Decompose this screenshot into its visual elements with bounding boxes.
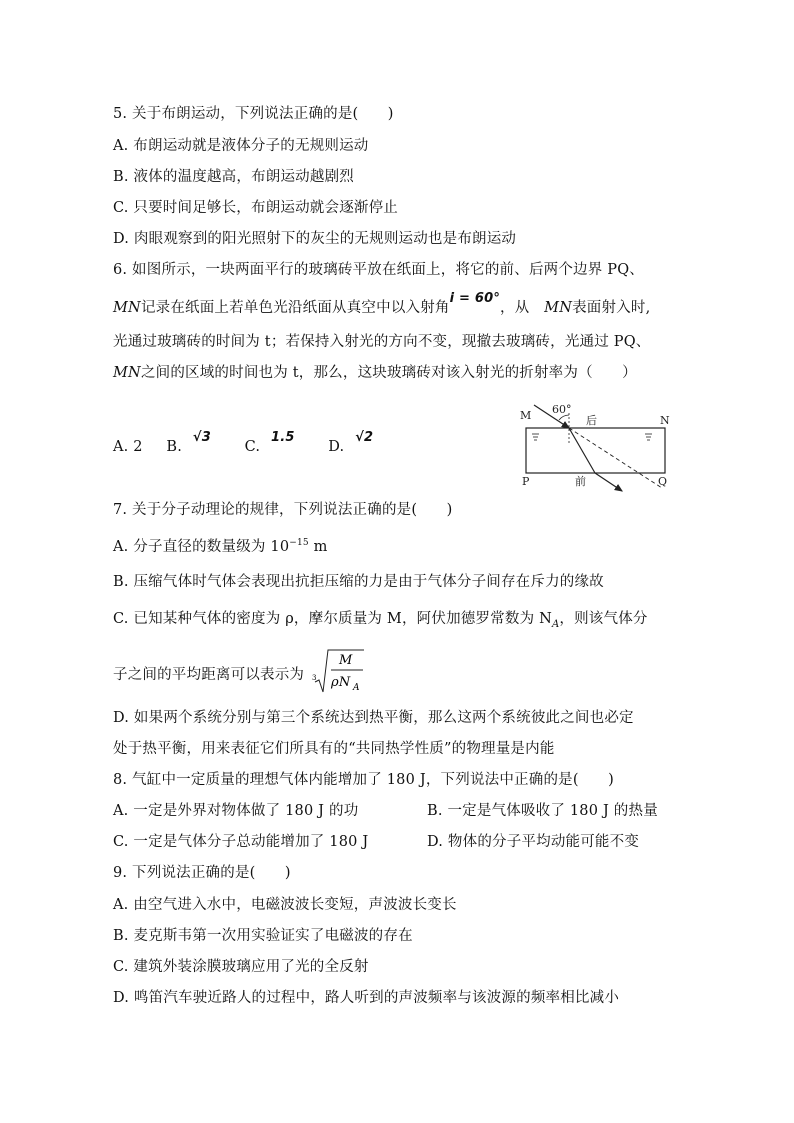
fraction-numerator: M (338, 653, 353, 668)
q6-option-b-value: √3 (192, 430, 211, 445)
q7-option-a-text: A. 分子直径的数量级为 10 (113, 539, 290, 555)
q6-options (113, 430, 374, 455)
fraction-denominator: ρN (330, 675, 351, 690)
q8-stem: 8. 气缸中一定质量的理想气体内能增加了 180 J，下列说法中正确的是( ) (113, 772, 614, 788)
glass-hatch (532, 434, 652, 440)
glass-slab-rect (526, 428, 665, 473)
q5-stem: 5. 关于布朗运动，下列说法正确的是( ) (113, 106, 394, 122)
fig-label-q: Q (658, 475, 668, 488)
q6-mn-label-2: MN (544, 300, 573, 316)
q7-option-c-sub: A (551, 618, 560, 630)
q7-option-c-text: C. 已知某种气体的密度为 ρ，摩尔质量为 M，阿伏加德罗常数为 N (113, 611, 552, 627)
refracted-ray (569, 428, 595, 473)
q6-line-2-end: 表面射入时, (572, 300, 651, 316)
q6-option-d-value: √2 (355, 430, 374, 445)
q7-option-c-line-1 (113, 607, 648, 630)
q6-option-d-label: D. (328, 439, 345, 455)
q8-option-c: C. 一定是气体分子总动能增加了 180 J (113, 834, 369, 850)
q7-stem: 7. 关于分子动理论的规律，下列说法正确的是( ) (113, 502, 453, 518)
root-index: 3 (311, 674, 317, 682)
q9-option-a: A. 由空气进入水中，电磁波波长变短，声波波长变长 (113, 897, 457, 913)
q7-option-a-unit: m (308, 539, 328, 555)
q5-option-a: A. 布朗运动就是液体分子的无规则运动 (113, 138, 369, 154)
q6-incident-angle: i = 60° (449, 291, 501, 306)
fig-label-p: P (522, 475, 530, 488)
q6-option-b-label: B. (166, 439, 183, 455)
fig-angle-label: 60° (552, 403, 572, 416)
q7-option-d-line-1: D. 如果两个系统分别与第三个系统达到热平衡，那么这两个系统彼此之间也必定 (113, 710, 634, 726)
q6-line-2-text: 记录在纸面上若单色光沿纸面从真空中以入射角 (140, 300, 450, 316)
q6-line-4-text: 之间的区域的时间也为 t，那么，这块玻璃砖对该入射光的折射率为（ ） (140, 365, 637, 381)
q7-option-a (113, 535, 328, 556)
q6-line-2-from: ，从 (500, 300, 545, 316)
q8-option-a: A. 一定是外界对物体做了 180 J 的功 (113, 803, 359, 819)
q6-mn-label-3: MN (113, 365, 141, 381)
q6-mn-label: MN (113, 300, 141, 316)
q7-option-a-exponent: −15 (289, 538, 309, 549)
q5-option-d: D. 肉眼观察到的阳光照射下的灰尘的无规则运动也是布朗运动 (113, 231, 517, 247)
q6-line-3: 光通过玻璃砖的时间为 t；若保持入射光的方向不变，现撤去玻璃砖，光通过 PQ、 (113, 334, 651, 350)
q8-option-b: B. 一定是气体吸收了 180 J 的热量 (427, 803, 658, 819)
q6-line-2 (113, 291, 651, 317)
fraction-denominator-sub: A (352, 683, 360, 693)
q7-option-d-line-2: 处于热平衡，用来表征它们所具有的“共同热学性质”的物理量是内能 (113, 741, 555, 757)
q6-option-a: A. 2 (113, 439, 143, 455)
cube-root-sign (311, 648, 365, 694)
q7-option-c-end: ，则该气体分 (559, 611, 648, 627)
q7-option-c-line-2 (113, 652, 365, 698)
q9-option-b: B. 麦克斯韦第一次用实验证实了电磁波的存在 (113, 928, 413, 944)
q7-cube-root-expression (311, 648, 365, 694)
fig-label-n: N (660, 414, 670, 427)
q5-option-c: C. 只要时间足够长，布朗运动就会逐渐停止 (113, 200, 398, 216)
q5-option-b: B. 液体的温度越高，布朗运动越剧烈 (113, 169, 354, 185)
fig-label-front: 前 (575, 475, 586, 488)
q7-option-c-line-2-text: 子之间的平均距离可以表示为 (113, 667, 305, 683)
fig-label-back: 后 (586, 414, 597, 427)
emergent-ray (595, 473, 622, 491)
fig-label-m: M (520, 409, 532, 422)
q6-line-1: 6. 如图所示，一块两面平行的玻璃砖平放在纸面上，将它的前、后两个边界 PQ、 (113, 262, 644, 278)
glass-slab-figure (512, 403, 672, 498)
q7-option-b: B. 压缩气体时气体会表现出抗拒压缩的力是由于气体分子间存在斥力的缘故 (113, 574, 604, 590)
q9-option-c: C. 建筑外装涂膜玻璃应用了光的全反射 (113, 959, 369, 975)
q6-line-4 (113, 361, 637, 382)
q9-option-d: D. 鸣笛汽车驶近路人的过程中，路人听到的声波频率与该波源的频率相比减小 (113, 990, 620, 1006)
q9-stem: 9. 下列说法正确的是( ) (113, 865, 291, 881)
q6-option-c-value: 1.5 (270, 430, 295, 445)
q6-option-c-label: C. (244, 439, 261, 455)
q8-option-d: D. 物体的分子平均动能可能不变 (427, 834, 640, 850)
